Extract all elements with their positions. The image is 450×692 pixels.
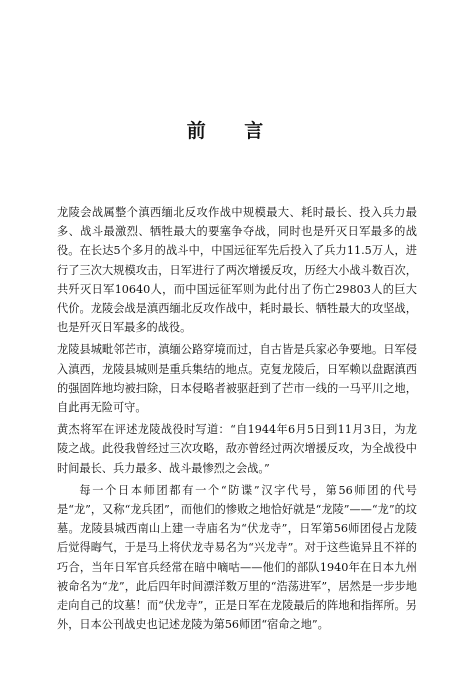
- paragraph-4: 每一个日本师团都有一个“防谍”汉字代号，第56师团的代号是“龙”，又称“龙兵团”，而他们的惨败之地恰好就是“龙陵”——“龙”的坟墓。龙陵县城西南山上建一寺庙名为“伏龙寺”，日军第56师团侵占龙陵后觉得晦气，于是马上将伏龙寺易名为“兴龙寺”。对于这些诡异且不祥的巧合，当年日军官兵经常在暗中嘀咕——他们的部队1940年在日本九州被命名为“龙”，此后四年时间漂洋数万里的“浩荡进军”，居然是一步步地走向自己的坟墓！而“伏龙寺”，正是日军在龙陵最后的阵地和指挥所。另外，日本公刊战史也记述龙陵为第56师团“宿命之地”。: [57, 483, 417, 632]
- paragraph-1: 龙陵会战属整个滇西缅北反攻作战中规模最大、耗时最长、投入兵力最多、战斗最激烈、牺牲最大的要塞争夺战，同时也是歼灭日军最多的战役。在长达5个多月的战斗中，中国远征军先后投入了兵力11.5万人，进行了三次大规模攻击，日军进行了两次增援反攻，历经大小战斗数百次，共歼灭日军10640人，而中国远征军则为此付出了伤亡29803人的巨大代价。龙陵会战是滇西缅北反攻作战中，耗时最长、牺牲最大的攻坚战，也是歼灭日军最多的战役。: [57, 206, 417, 335]
- page-title: 前 言: [186, 120, 280, 142]
- preface-body: [57, 203, 417, 634]
- paragraph-3: 黄杰将军在评述龙陵战役时写道：“自1944年6月5日到11月3日，为龙陵之战。此役我曾经过三次攻略，敌亦曾经过两次增援反攻，为全战役中时间最长、兵力最多、战斗最惨烈之会战。”: [57, 423, 417, 475]
- paragraph-2: 龙陵县城毗邻芒市，滇缅公路穿境而过，自古皆是兵家必争要地。日军侵入滇西，龙陵县城则是重兵集结的地点。克复龙陵后，日军赖以盘踞滇西的强固阵地均被扫除，日本侵略者被驱赶到了芒市一线的一马平川之地，自此再无险可守。: [57, 343, 417, 415]
